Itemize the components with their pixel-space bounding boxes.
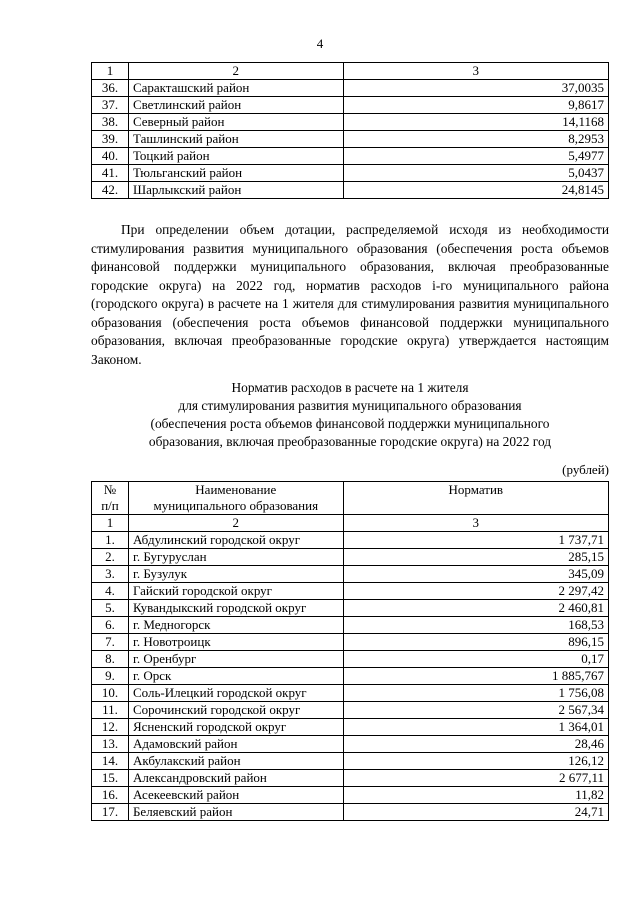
row-name: Адамовский район [128,736,343,753]
row-number: 7. [92,634,129,651]
row-value: 2 297,42 [343,583,608,600]
row-value: 9,8617 [343,97,608,114]
row-number: 36. [92,80,129,97]
table-row [92,634,609,651]
table-row [92,668,609,685]
row-number: 16. [92,787,129,804]
row-name: Сорочинский городской округ [128,702,343,719]
row-value: 345,09 [343,566,608,583]
table-row [92,148,609,165]
row-number: 12. [92,719,129,736]
row-name: Северный район [128,114,343,131]
heading-line: (обеспечения роста объемов финансовой поддержки муниципального [150,416,550,431]
row-value: 126,12 [343,753,608,770]
row-number: 2. [92,549,129,566]
index-cell: 3 [343,515,608,532]
table-row [92,549,609,566]
row-name: Ташлинский район [128,131,343,148]
row-name: Кувандыкский городской округ [128,600,343,617]
index-cell: 1 [92,63,129,80]
table-row [92,80,609,97]
header-text: Норматив [448,482,504,497]
row-value: 896,15 [343,634,608,651]
row-value: 2 460,81 [343,600,608,617]
table-continued-districts [91,62,609,199]
row-value: 1 364,01 [343,719,608,736]
table-index-row [92,63,609,80]
table-header-row [92,482,609,515]
table-index-row [92,515,609,532]
row-number: 13. [92,736,129,753]
row-name: г. Бузулук [128,566,343,583]
table-row [92,804,609,821]
heading-line: образования, включая преобразованные городские округа) на 2022 год [148,434,552,449]
row-name: г. Медногорск [128,617,343,634]
row-name: Саракташский район [128,80,343,97]
header-spacer [347,498,605,514]
row-name: Тоцкий район [128,148,343,165]
row-value: 1 756,08 [343,685,608,702]
table-row [92,131,609,148]
row-number: 15. [92,770,129,787]
row-name: Шарлыкский район [128,182,343,199]
row-name: г. Новотроицк [128,634,343,651]
table-row [92,617,609,634]
row-value: 168,53 [343,617,608,634]
row-name: Абдулинский городской округ [128,532,343,549]
page-number: 4 [316,36,324,51]
table-row [92,165,609,182]
row-name: г. Орск [128,668,343,685]
row-number: 11. [92,702,129,719]
row-value: 28,46 [343,736,608,753]
row-number: 38. [92,114,129,131]
table-row [92,651,609,668]
row-value: 0,17 [343,651,608,668]
row-number: 42. [92,182,129,199]
header-number [92,482,129,515]
table-row [92,114,609,131]
row-value: 5,4977 [343,148,608,165]
index-cell: 2 [128,515,343,532]
index-cell: 3 [343,63,608,80]
table-row [92,532,609,549]
row-name: Акбулакский район [128,753,343,770]
table-row [92,583,609,600]
header-text: п/п [101,498,119,513]
row-number: 41. [92,165,129,182]
row-value: 8,2953 [343,131,608,148]
row-number: 1. [92,532,129,549]
row-value: 24,8145 [343,182,608,199]
section-heading [91,379,609,451]
header-text: № [103,482,117,497]
row-number: 40. [92,148,129,165]
row-name: г. Бугуруслан [128,549,343,566]
table-row [92,685,609,702]
table-row [92,770,609,787]
row-number: 37. [92,97,129,114]
body-paragraph: При определении объем дотации, распределяемой исходя из необходимости стимулирования развития муниципального образования (обеспечения роста объемов финансовой поддержки муниципального образования, включая преобразованные городские округа) на 2022 год, норматив расходов i-го муниципального района (городского округа) в расчете на 1 жителя для стимулирования развития муниципального образования (обеспечения роста объемов финансовой поддержки муниципального образования, включая преобразованные городские округа) утверждается настоящим Законом. [91,222,609,367]
row-number: 17. [92,804,129,821]
heading-line: Норматив расходов в расчете на 1 жителя [231,380,469,395]
row-number: 9. [92,668,129,685]
row-name: Александровский район [128,770,343,787]
row-name: Гайский городской округ [128,583,343,600]
table-expense-norms [91,481,609,821]
row-name: г. Оренбург [128,651,343,668]
row-number: 8. [92,651,129,668]
table-row [92,753,609,770]
row-number: 6. [92,617,129,634]
table-row [92,566,609,583]
header-text: муниципального образования [153,498,319,513]
row-value: 2 567,34 [343,702,608,719]
row-name: Беляевский район [128,804,343,821]
row-name: Асекеевский район [128,787,343,804]
row-value: 2 677,11 [343,770,608,787]
units-label: (рублей) [562,462,609,477]
table-row [92,600,609,617]
header-text: Наименование [195,482,277,497]
row-value: 24,71 [343,804,608,821]
row-value: 14,1168 [343,114,608,131]
row-number: 14. [92,753,129,770]
row-value: 11,82 [343,787,608,804]
row-name: Тюльганский район [128,165,343,182]
index-cell: 1 [92,515,129,532]
row-value: 1 737,71 [343,532,608,549]
table-row [92,736,609,753]
row-name: Светлинский район [128,97,343,114]
header-norm [343,482,608,515]
table-row [92,182,609,199]
row-number: 4. [92,583,129,600]
table-row [92,97,609,114]
heading-line: для стимулирования развития муниципального образования [178,398,522,413]
row-number: 39. [92,131,129,148]
row-value: 285,15 [343,549,608,566]
row-number: 5. [92,600,129,617]
row-name: Ясненский городской округ [128,719,343,736]
table-row [92,702,609,719]
index-cell: 2 [128,63,343,80]
row-value: 1 885,767 [343,668,608,685]
row-value: 37,0035 [343,80,608,97]
row-value: 5,0437 [343,165,608,182]
table-row [92,787,609,804]
row-number: 10. [92,685,129,702]
row-number: 3. [92,566,129,583]
table-row [92,719,609,736]
header-name [128,482,343,515]
row-name: Соль-Илецкий городской округ [128,685,343,702]
